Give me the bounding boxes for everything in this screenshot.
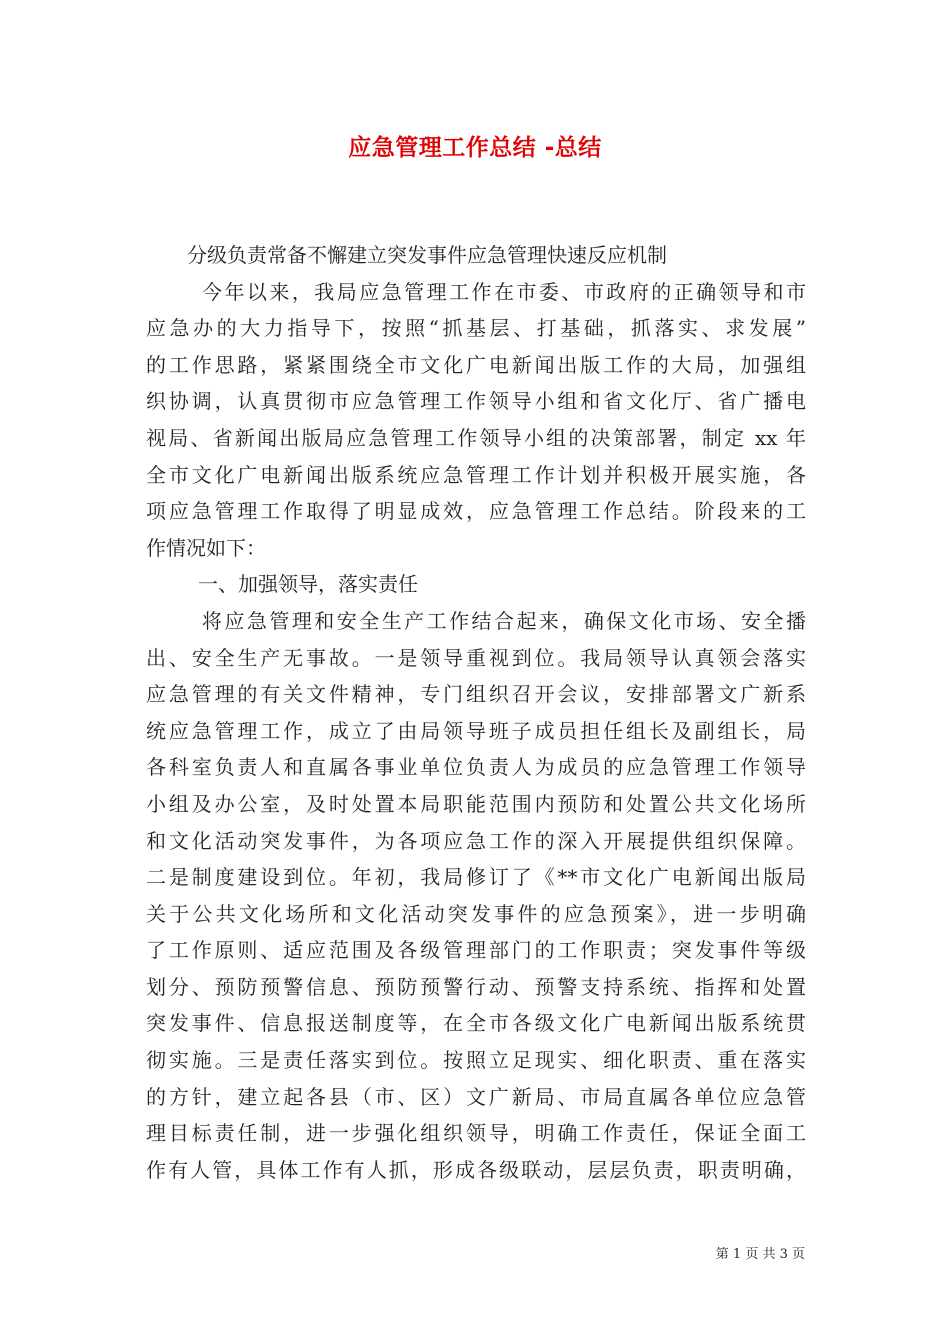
- paragraph-line: 将应急管理和安全生产工作结合起来，确保文化市场、安全播: [202, 608, 806, 633]
- paragraph-line: 理目标责任制，进一步强化组织领导，明确工作责任，保证全面工: [146, 1121, 806, 1146]
- paragraph-line: 各科室负责人和直属各事业单位负责人为成员的应急管理工作领导: [146, 755, 806, 780]
- paragraph-line: 出、安全生产无事故。一是领导重视到位。我局领导认真领会落实: [146, 645, 806, 670]
- section-heading: 一、加强领导，落实责任: [198, 572, 418, 597]
- paragraph-line: 项应急管理工作取得了明显成效，应急管理工作总结。阶段来的工: [146, 499, 806, 524]
- paragraph-line: 了工作原则、适应范围及各级管理部门的工作职责；突发事件等级: [146, 938, 806, 963]
- document-title: 应急管理工作总结 -总结: [348, 135, 602, 161]
- page-number: 第 1 页 共 3 页: [715, 1247, 805, 1262]
- paragraph-line: 视局、省新闻出版局应急管理工作领导小组的决策部署，制定 xx 年: [146, 425, 806, 450]
- paragraph-line: 的工作思路，紧紧围绕全市文化广电新闻出版工作的大局，加强组: [146, 352, 806, 377]
- paragraph-line: 和文化活动突发事件，为各项应急工作的深入开展提供组织保障。: [146, 828, 806, 853]
- document-body: [146, 237, 806, 1188]
- paragraph-line: 应急管理的有关文件精神，专门组织召开会议，安排部署文广新系: [146, 682, 806, 707]
- paragraph-line: 小组及办公室，及时处置本局职能范围内预防和处置公共文化场所: [146, 791, 806, 816]
- paragraph-line: 全市文化广电新闻出版系统应急管理工作计划并积极开展实施，各: [146, 462, 806, 487]
- paragraph-line: 今年以来，我局应急管理工作在市委、市政府的正确领导和市: [202, 279, 806, 304]
- paragraph-line: 统应急管理工作，成立了由局领导班子成员担任组长及副组长，局: [146, 718, 806, 743]
- paragraph-line: 织协调，认真贯彻市应急管理工作领导小组和省文化厅、省广播电: [146, 389, 806, 414]
- paragraph-line: 划分、预防预警信息、预防预警行动、预警支持系统、指挥和处置: [146, 974, 806, 999]
- paragraph-line: 应急办的大力指导下，按照“抓基层、打基础，抓落实、求发展”: [146, 316, 806, 341]
- paragraph-line: 二是制度建设到位。年初，我局修订了《**市文化广电新闻出版局: [146, 865, 806, 890]
- paragraph-line: 作情况如下：: [146, 535, 266, 560]
- paragraph-line: 关于公共文化场所和文化活动突发事件的应急预案》，进一步明确: [146, 901, 806, 926]
- paragraph-line: 突发事件、信息报送制度等，在全市各级文化广电新闻出版系统贯: [146, 1011, 806, 1036]
- paragraph-line: 作有人管，具体工作有人抓，形成各级联动，层层负责，职责明确，: [146, 1157, 806, 1182]
- paragraph-line: 彻实施。三是责任落实到位。按照立足现实、细化职责、重在落实: [146, 1048, 806, 1073]
- subtitle-line: 分级负责常备不懈建立突发事件应急管理快速反应机制: [187, 243, 667, 267]
- paragraph-line: 的方针，建立起各县（市、区）文广新局、市局直属各单位应急管: [146, 1084, 806, 1109]
